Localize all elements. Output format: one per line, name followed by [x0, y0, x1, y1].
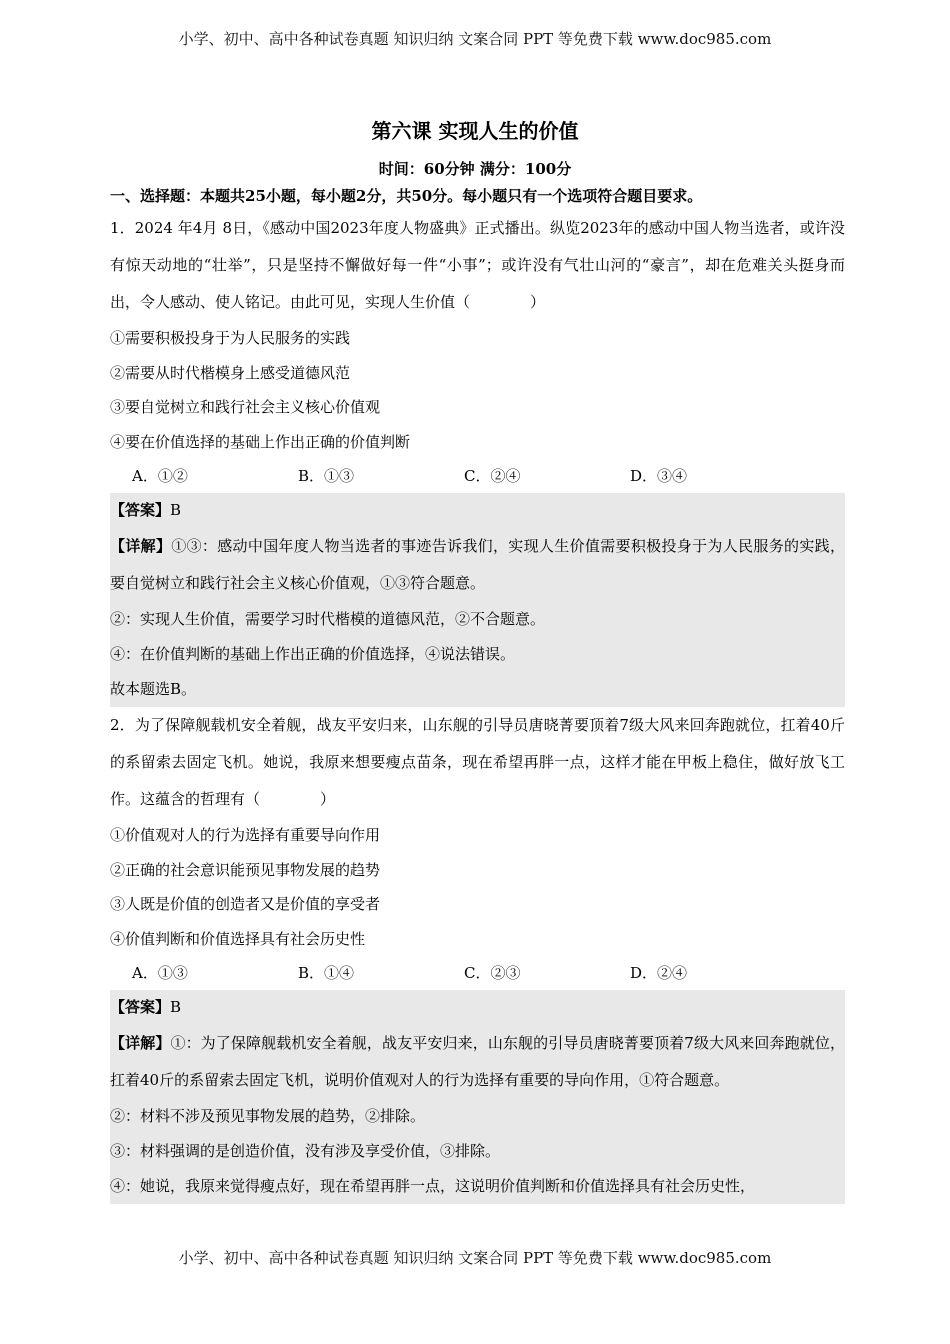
- choice-c: C．②④: [464, 467, 521, 485]
- answer-value: B: [170, 998, 182, 1016]
- answer-value: B: [170, 501, 182, 519]
- answer-line: [110, 990, 845, 1025]
- statement-item: ④价值判断和价值选择具有社会历史性: [110, 929, 366, 948]
- page-header: 小学、初中、高中各种试卷真题 知识归纳 文案合同 PPT 等免费下载 www.doc985.com: [178, 30, 772, 48]
- detail-label: 【详解】: [110, 537, 172, 555]
- answer-choices: [110, 459, 845, 493]
- document-body: [110, 184, 845, 1204]
- statement-item: ①价值观对人的行为选择有重要导向作用: [110, 826, 381, 844]
- answer-block: [110, 493, 845, 707]
- statement-item: ③人既是价值的创造者又是价值的享受者: [110, 895, 381, 913]
- answer-line: [110, 493, 845, 528]
- page-title: 第六课 实现人生的价值: [371, 119, 579, 143]
- choice-d: D．②④: [630, 964, 688, 982]
- detail-paragraph: [110, 1025, 845, 1099]
- page-footer: 小学、初中、高中各种试卷真题 知识归纳 文案合同 PPT 等免费下载 www.doc985.com: [178, 1249, 772, 1267]
- answer-choices: [110, 956, 845, 990]
- detail-text: ①③：感动中国年度人物当选者的事迹告诉我们，实现人生价值需要积极投身于为人民服务的实践，要自觉树立和践行社会主义核心价值观，①③符合题意。: [110, 537, 845, 592]
- statement-item: ②正确的社会意识能预见事物发展的趋势: [110, 860, 381, 879]
- answer-block: [110, 990, 845, 1204]
- choice-a: A．①②: [132, 467, 188, 485]
- answer-label: 【答案】: [110, 998, 171, 1016]
- question-2: [110, 707, 845, 1204]
- detail-text: ①：为了保障舰载机安全着舰，战友平安归来，山东舰的引导员唐晓菁要顶着7级大风来回奔跑就位，扛着40斤的系留索去固定飞机，说明价值观对人的行为选择有重要的导向作用，①符合题意。: [110, 1034, 845, 1089]
- detail-label: 【详解】: [110, 1034, 171, 1052]
- section-heading: 一、选择题：本题共25小题，每小题2分，共50分。每小题只有一个选项符合题目要求。: [110, 187, 703, 205]
- statement-item: ②需要从时代楷模身上感受道德风范: [110, 363, 351, 382]
- question-stem: 2．为了保障舰载机安全着舰，战友平安归来，山东舰的引导员唐晓菁要顶着7级大风来回奔跑就位，扛着40斤的系留索去固定飞机。她说，我原来想要瘦点苗条，现在希望再胖一点，这样才能在甲板上稳住，做好放飞工作。这蕴含的哲理有（ ）: [110, 716, 845, 808]
- statement-item: ③要自觉树立和践行社会主义核心价值观: [110, 398, 381, 416]
- detail-line: ③：材料强调的是创造价值，没有涉及享受价值，③排除。: [110, 1142, 501, 1160]
- question-1: [110, 210, 845, 707]
- detail-paragraph: [110, 528, 845, 602]
- statement-item: ④要在价值选择的基础上作出正确的价值判断: [110, 432, 411, 451]
- detail-line: ②：材料不涉及预见事物发展的趋势，②排除。: [110, 1107, 426, 1125]
- choice-c: C．②③: [464, 964, 521, 982]
- exam-info: 时间：60分钟 满分：100分: [378, 160, 572, 178]
- detail-line: ④：在价值判断的基础上作出正确的价值选择，④说法错误。: [110, 645, 516, 663]
- detail-line: ②：实现人生价值，需要学习时代楷模的道德风范，②不合题意。: [110, 610, 546, 628]
- choice-b: B．①④: [298, 964, 355, 982]
- choice-d: D．③④: [630, 467, 688, 485]
- choice-a: A．①③: [132, 964, 188, 982]
- statement-item: ①需要积极投身于为人民服务的实践: [110, 329, 351, 347]
- choice-b: B．①③: [298, 467, 355, 485]
- answer-label: 【答案】: [110, 501, 171, 519]
- detail-line: ④：她说，我原来觉得瘦点好，现在希望再胖一点，这说明价值判断和价值选择具有社会历史性，: [110, 1177, 756, 1195]
- question-stem: 1．2024 年4月 8日，《感动中国2023年度人物盛典》正式播出。纵览2023年的感动中国人物当选者，或许没有惊天动地的“壮举”，只是坚持不懈做好每一件“小事”；或许没有气壮山河的“豪言”，却在危难关头挺身而出，令人感动、使人铭记。由此可见，实现人生价值（ ）: [110, 219, 845, 311]
- detail-line: 故本题选B。: [110, 680, 197, 698]
